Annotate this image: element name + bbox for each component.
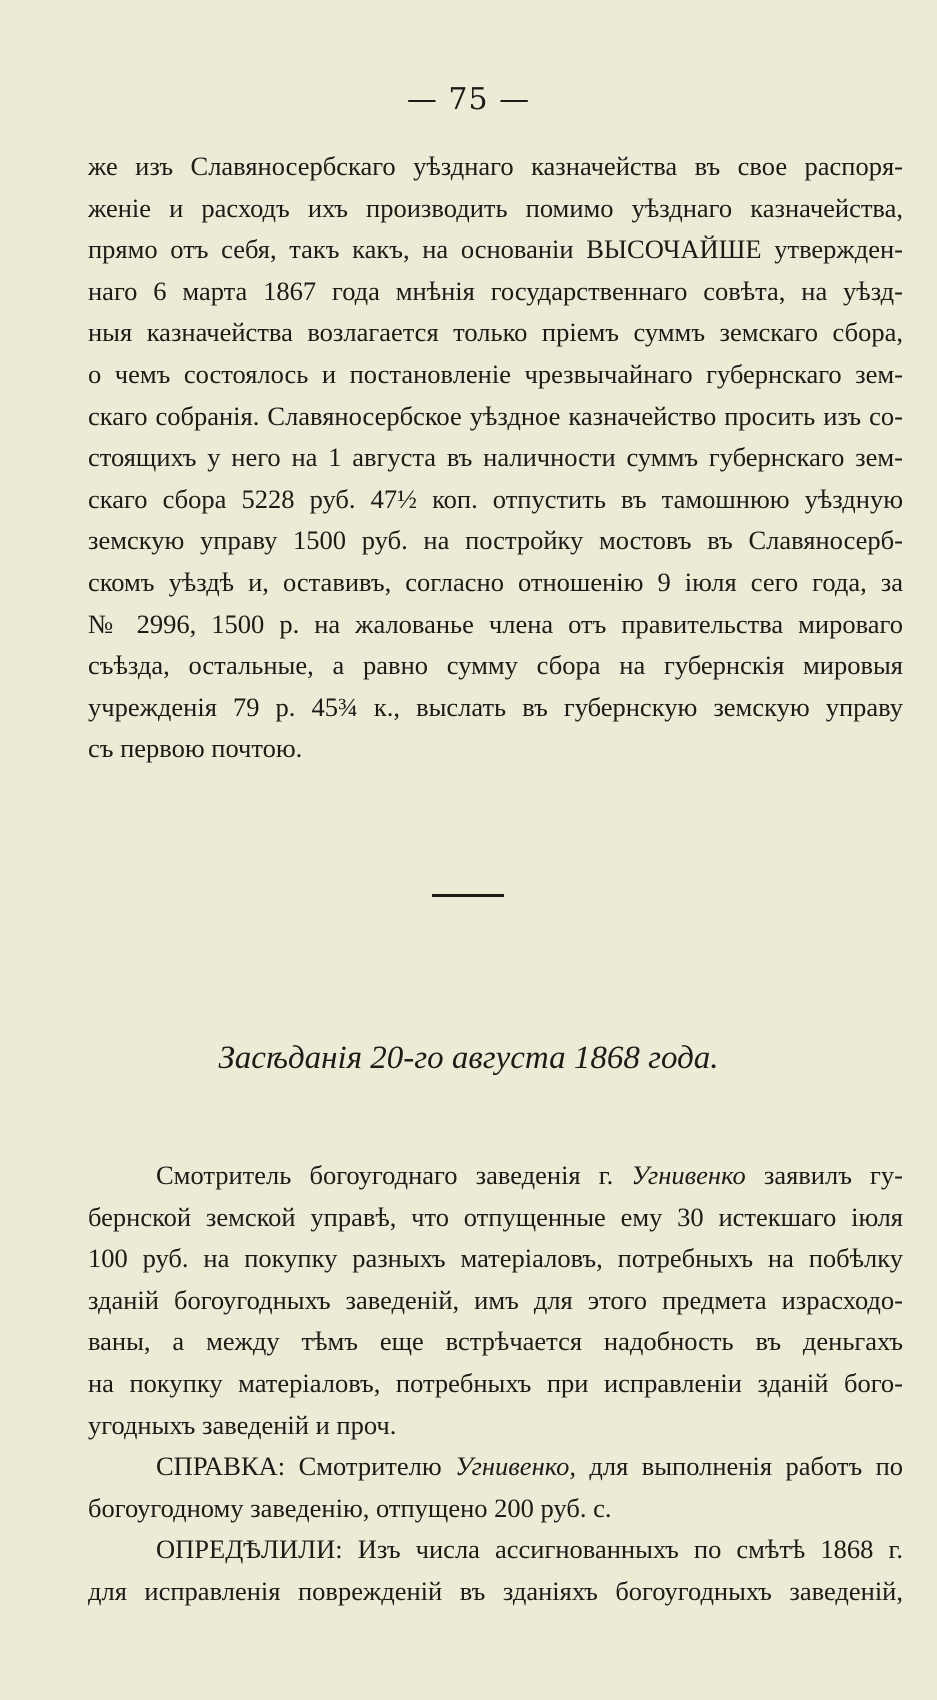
paragraph-continuation	[88, 146, 903, 770]
text-line	[88, 1155, 903, 1197]
text-line: же изъ Славяносербскаго уѣзднаго казначейства въ свое распоря-	[88, 151, 903, 181]
text-line: для исправленія поврежденій въ зданіяхъ богоугодныхъ заведеній,	[88, 1575, 903, 1606]
section-divider	[432, 894, 504, 897]
page-number: — 75 —	[406, 82, 531, 117]
person-name: Угнивенко	[631, 1160, 746, 1190]
text-line: скаго собранія. Славяносербское уѣздное казначейство просить изъ со-	[88, 400, 903, 431]
text-line: съѣзда, остальные, а равно сумму сбора на губернскія мировыя	[88, 650, 903, 681]
text-line: на покупку матеріаловъ, потребныхъ при исправленіи зданій бого-	[88, 1367, 903, 1398]
spravka-line	[88, 1446, 903, 1488]
text-line: ваны, а между тѣмъ еще встрѣчается надобность въ деньгахъ	[88, 1326, 903, 1357]
text-line: учрежденія 79 р. 45¾ к., выслать въ губернскую земскую управу	[88, 691, 903, 722]
spravka-label: СПРАВКА:	[156, 1451, 286, 1482]
text-fragment: для выполненія работъ по	[575, 1451, 903, 1482]
text-line: наго 6 марта 1867 года мнѣнія государственнаго совѣта, на уѣзд-	[88, 275, 903, 306]
text-line: бернской земской управѣ, что отпущенные ему 30 истекшаго іюля	[88, 1201, 903, 1232]
opredelili-label: ОПРЕДѢЛИЛИ:	[156, 1534, 343, 1565]
session-body	[88, 1155, 903, 1613]
text-line: прямо отъ себя, такъ какъ, на основаніи ВЫСОЧАЙШЕ утвержден-	[88, 234, 903, 265]
text-fragment: Смотритель богоугоднаго заведенія г.	[156, 1160, 632, 1190]
text-line: съ первою почтою.	[88, 733, 303, 764]
text-fragment: заявилъ гу-	[745, 1160, 903, 1190]
text-line: о чемъ состоялось и постановленіе чрезвычайнаго губернскаго зем-	[88, 358, 903, 389]
session-heading: Засѣданія 20-го августа 1868 года.	[218, 1040, 719, 1076]
text-line: ныя казначейства возлагается только пріемъ суммъ земскаго сбора,	[88, 317, 903, 348]
text-line: скаго сбора 5228 руб. 47½ коп. отпустить въ тамошнюю уѣздную	[88, 483, 903, 514]
text-line: женіе и расходъ ихъ производить помимо уѣзднаго казначейства,	[88, 192, 903, 223]
text-line: скомъ уѣздѣ и, оставивъ, согласно отношенію 9 іюля сего года, за	[88, 566, 903, 597]
text-line: зданій богоугодныхъ заведеній, имъ для этого предмета израсходо-	[88, 1284, 903, 1315]
text-line: № 2996, 1500 р. на жалованье члена отъ правительства мироваго	[88, 608, 903, 639]
text-line: 100 руб. на покупку разныхъ матеріаловъ, потребныхъ на побѣлку	[88, 1243, 903, 1274]
opredelili-line	[88, 1529, 903, 1571]
person-name: Угнивенко,	[455, 1451, 576, 1482]
text-line: стоящихъ у него на 1 августа въ наличности суммъ губернскаго зем-	[88, 442, 903, 473]
text-line: земскую управу 1500 руб. на постройку мостовъ въ Славяносерб-	[88, 525, 903, 556]
text-line: богоугодному заведенію, отпущено 200 руб. с.	[88, 1492, 612, 1523]
text-fragment: Смотрителю	[285, 1451, 456, 1482]
text-line: угодныхъ заведеній и проч.	[88, 1409, 397, 1440]
text-fragment: Изъ числа ассигнованныхъ по смѣтѣ 1868 г.	[342, 1534, 903, 1565]
